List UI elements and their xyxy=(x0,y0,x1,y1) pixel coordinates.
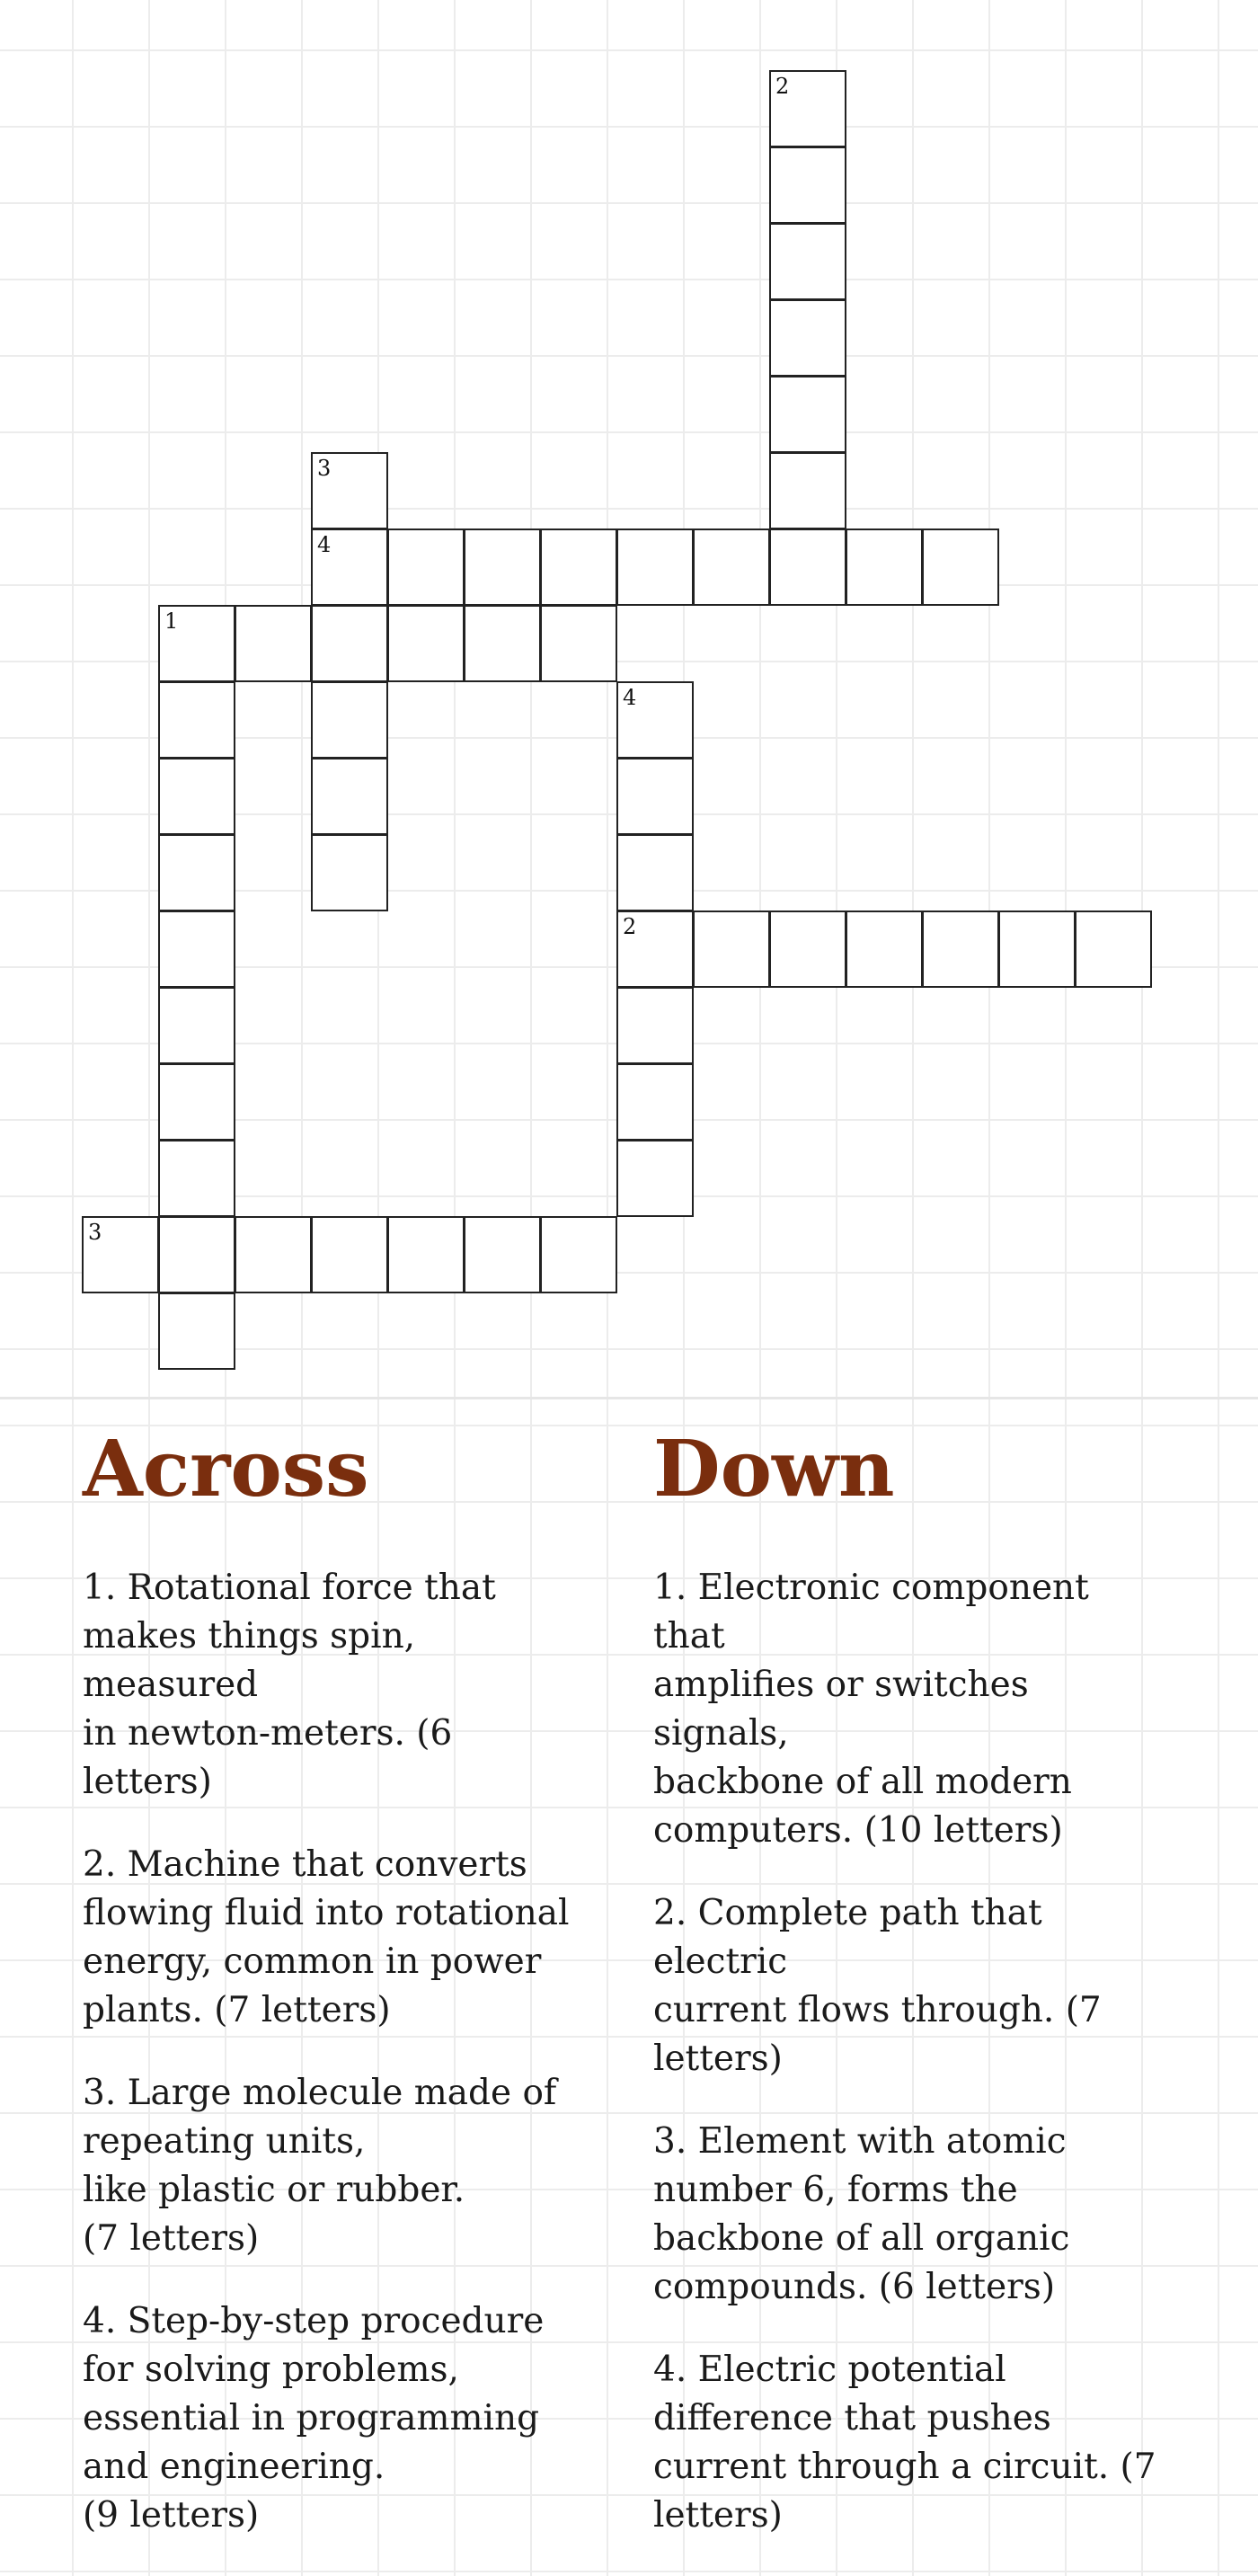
grid-cell[interactable] xyxy=(158,1140,235,1217)
across-clue-list xyxy=(83,1564,586,2540)
section-divider xyxy=(0,1397,1258,1399)
grid-cell[interactable] xyxy=(311,605,388,682)
grid-cell[interactable] xyxy=(693,529,770,606)
grid-cell[interactable] xyxy=(922,910,999,988)
grid-cell[interactable] xyxy=(616,987,694,1064)
across-heading: Across xyxy=(83,1424,369,1515)
down-clue-4: 4. Electric potential difference that pushes current through a circuit. (7 letters) xyxy=(653,2349,1156,2536)
grid-cell[interactable] xyxy=(769,70,846,147)
grid-cell[interactable] xyxy=(769,299,846,377)
grid-cell[interactable] xyxy=(387,1216,465,1293)
down-clue-2: 2. Complete path that electric current flows through. (7 letters) xyxy=(653,1893,1102,2079)
clue-number: 4 xyxy=(623,685,637,710)
grid-cell[interactable] xyxy=(540,605,617,682)
grid-cell[interactable] xyxy=(769,910,846,988)
grid-cell[interactable] xyxy=(235,1216,312,1293)
down-clue-3: 3. Element with atomic number 6, forms the backbone of all organic compounds. (6 letters) xyxy=(653,2121,1070,2307)
across-clue-4: 4. Step-by-step procedure for solving problems, essential in programming and engineering. (9 letters) xyxy=(83,2301,545,2536)
grid-cell[interactable] xyxy=(693,910,770,988)
grid-cell[interactable] xyxy=(464,529,541,606)
grid-cell[interactable] xyxy=(235,605,312,682)
grid-cell[interactable] xyxy=(311,529,388,606)
grid-cell[interactable] xyxy=(922,529,999,606)
across-clue-3: 3. Large molecule made of repeating units, like plastic or rubber. (7 letters) xyxy=(83,2073,557,2259)
grid-cell[interactable] xyxy=(158,1216,235,1293)
grid-cell[interactable] xyxy=(311,452,388,529)
grid-cell[interactable] xyxy=(158,1292,235,1370)
grid-cell[interactable] xyxy=(769,452,846,529)
grid-cell[interactable] xyxy=(158,910,235,988)
grid-cell[interactable] xyxy=(158,834,235,911)
grid-cell[interactable] xyxy=(464,1216,541,1293)
grid-cell[interactable] xyxy=(769,529,846,606)
across-clues-section xyxy=(83,1416,586,2574)
grid-cell[interactable] xyxy=(158,758,235,835)
down-clues-section xyxy=(653,1416,1156,2574)
grid-cell[interactable] xyxy=(82,1216,159,1293)
down-heading: Down xyxy=(653,1424,895,1515)
grid-cell[interactable] xyxy=(616,834,694,911)
grid-cell[interactable] xyxy=(311,1216,388,1293)
grid-cell[interactable] xyxy=(311,681,388,759)
grid-cell[interactable] xyxy=(616,529,694,606)
grid-cell[interactable] xyxy=(158,681,235,759)
grid-cell[interactable] xyxy=(311,758,388,835)
grid-cell[interactable] xyxy=(616,1140,694,1217)
across-clue-2: 2. Machine that converts flowing fluid into rotational energy, common in power plants. (7 letters) xyxy=(83,1844,570,2030)
grid-cell[interactable] xyxy=(616,758,694,835)
grid-cell[interactable] xyxy=(998,910,1076,988)
clue-number: 2 xyxy=(775,74,790,99)
grid-cell[interactable] xyxy=(540,1216,617,1293)
clue-number: 2 xyxy=(623,914,637,939)
clue-number: 3 xyxy=(88,1220,102,1245)
grid-cell[interactable] xyxy=(387,605,465,682)
grid-cell[interactable] xyxy=(158,1063,235,1141)
grid-cell[interactable] xyxy=(1075,910,1152,988)
grid-cell[interactable] xyxy=(769,147,846,224)
across-clue-1: 1. Rotational force that makes things spin, measured in newton-meters. (6 letters) xyxy=(83,1568,496,1802)
down-clue-1: 1. Electronic component that amplifies or switches signals, backbone of all modern computers. (10 letters) xyxy=(653,1568,1089,1851)
grid-cell[interactable] xyxy=(387,529,465,606)
clue-number: 4 xyxy=(317,532,332,557)
grid-cell[interactable] xyxy=(158,605,235,682)
grid-cell[interactable] xyxy=(616,910,694,988)
grid-cell[interactable] xyxy=(846,910,923,988)
grid-cell[interactable] xyxy=(769,223,846,300)
grid-cell[interactable] xyxy=(616,681,694,759)
grid-cell[interactable] xyxy=(769,376,846,453)
grid-cell[interactable] xyxy=(540,529,617,606)
clue-number: 3 xyxy=(317,456,332,481)
grid-cell[interactable] xyxy=(846,529,923,606)
grid-cell[interactable] xyxy=(311,834,388,911)
down-clue-list xyxy=(653,1564,1156,2540)
grid-cell[interactable] xyxy=(464,605,541,682)
grid-cell[interactable] xyxy=(616,1063,694,1141)
grid-cell[interactable] xyxy=(158,987,235,1064)
clue-number: 1 xyxy=(164,608,179,634)
